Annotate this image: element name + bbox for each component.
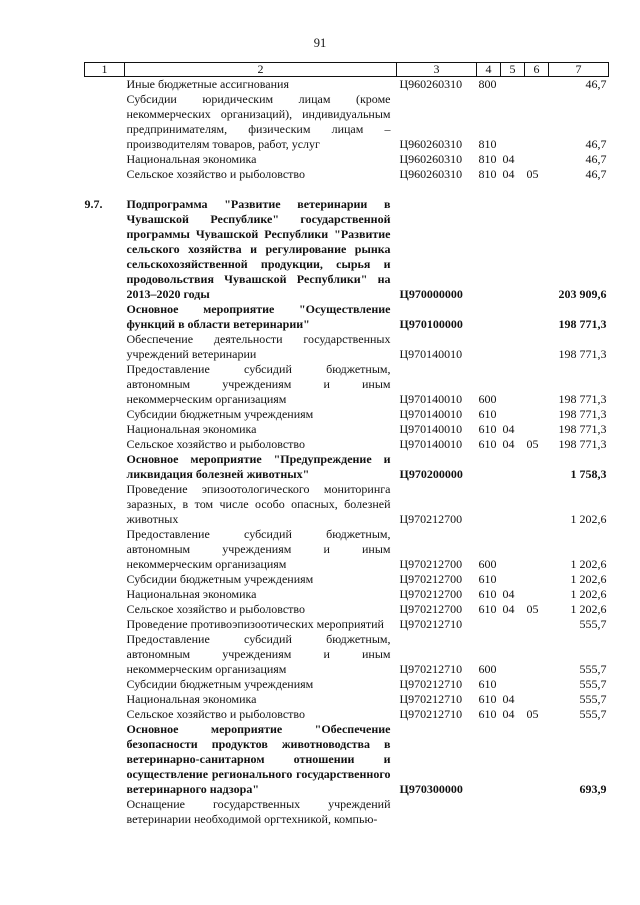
row-expense-type: 610	[478, 602, 497, 616]
row-section: 04	[502, 167, 515, 181]
row-number	[85, 617, 125, 632]
row-code: Ц970200000	[399, 467, 463, 481]
row-code: Ц970212700	[399, 512, 463, 526]
row-name: Национальная экономика	[126, 587, 257, 601]
row-code: Ц970212700	[399, 587, 463, 601]
row-number	[85, 677, 125, 692]
row-amount: 198 771,3	[558, 422, 607, 436]
header-col-5: 5	[501, 63, 525, 77]
row-section: 04	[502, 692, 515, 706]
table-row	[85, 77, 609, 93]
table-row	[85, 302, 609, 332]
row-number	[85, 587, 125, 602]
row-name: Национальная экономика	[126, 152, 257, 166]
row-name: Иные бюджетные ассигнования	[126, 77, 289, 91]
row-name: Сельское хозяйство и рыболовство	[126, 437, 306, 451]
row-section	[501, 197, 525, 302]
row-amount: 46,7	[585, 137, 607, 151]
row-section: 04	[502, 422, 515, 436]
row-number	[85, 452, 125, 482]
row-section: 04	[502, 437, 515, 451]
row-amount: 555,7	[579, 662, 607, 676]
row-amount: 1 202,6	[570, 602, 607, 616]
row-code: Ц970140010	[399, 422, 463, 436]
row-number	[85, 407, 125, 422]
table-row	[85, 692, 609, 707]
row-subsection	[525, 722, 549, 797]
row-name: Основное мероприятие "Осуществление функций в области ветеринарии"	[126, 302, 391, 331]
header-col-3: 3	[397, 63, 477, 77]
row-code: Ц960260310	[399, 77, 463, 91]
row-amount: 198 771,3	[558, 317, 607, 331]
row-amount: 693,9	[579, 782, 607, 796]
table-row	[85, 362, 609, 407]
row-subsection: 05	[526, 602, 539, 616]
row-name: Субсидии бюджетным учреждениям	[126, 572, 314, 586]
row-section	[501, 617, 525, 632]
table-row	[85, 632, 609, 677]
row-section	[501, 302, 525, 332]
row-section	[501, 797, 525, 827]
row-subsection	[525, 572, 549, 587]
row-subsection	[525, 362, 549, 407]
table-row	[85, 797, 609, 827]
row-subsection	[525, 482, 549, 527]
row-number	[85, 332, 125, 362]
row-code: Ц960260310	[399, 152, 463, 166]
row-expense-type: 610	[478, 437, 497, 451]
row-number	[85, 422, 125, 437]
row-code: Ц970212700	[399, 572, 463, 586]
row-expense-type: 810	[478, 167, 497, 181]
row-subsection	[525, 527, 549, 572]
row-amount: 1 202,6	[570, 557, 607, 571]
row-amount: 1 758,3	[570, 467, 607, 481]
table-row	[85, 452, 609, 482]
row-amount: 555,7	[579, 617, 607, 631]
row-subsection	[525, 797, 549, 827]
spacer-cell	[397, 182, 477, 197]
table-row	[85, 422, 609, 437]
row-expense-type: 610	[478, 407, 497, 421]
row-expense-type: 600	[478, 392, 497, 406]
row-amount: 46,7	[585, 152, 607, 166]
row-subsection	[525, 452, 549, 482]
row-amount: 1 202,6	[570, 572, 607, 586]
row-subsection	[525, 77, 549, 93]
row-section	[501, 362, 525, 407]
row-section: 04	[502, 587, 515, 601]
row-code: Ц960260310	[399, 167, 463, 181]
row-code: Ц970140010	[399, 347, 463, 361]
spacer-row	[85, 182, 609, 197]
table-row	[85, 677, 609, 692]
row-code	[397, 797, 477, 827]
row-number	[85, 482, 125, 527]
row-section	[501, 407, 525, 422]
row-name: Предоставление субсидий бюджетным, автономным учреждениям и иным некоммерческим организациям	[126, 632, 391, 676]
row-amount: 203 909,6	[558, 287, 607, 301]
row-subsection: 05	[526, 437, 539, 451]
row-subsection	[525, 332, 549, 362]
row-expense-type: 610	[478, 677, 497, 691]
row-number	[85, 722, 125, 797]
row-name: Сельское хозяйство и рыболовство	[126, 602, 306, 616]
row-section: 04	[502, 707, 515, 721]
row-section	[501, 677, 525, 692]
row-name: Сельское хозяйство и рыболовство	[126, 707, 306, 721]
table-row	[85, 482, 609, 527]
row-name: Подпрограмма "Развитие ветеринарии в Чувашской Республике" государственной программы Чувашской Республики "Развитие сельского хозяйства и регулирование рынка сельскохозяйственной продукции, сырья и продовольствия Чувашской Республики" на 2013–2020 годы	[126, 197, 391, 301]
header-col-6: 6	[525, 63, 549, 77]
table-row	[85, 707, 609, 722]
row-number	[85, 692, 125, 707]
row-section	[501, 482, 525, 527]
spacer-cell	[85, 182, 125, 197]
row-number	[85, 632, 125, 677]
row-expense-type	[477, 452, 501, 482]
row-expense-type: 610	[478, 587, 497, 601]
row-expense-type: 610	[478, 572, 497, 586]
row-number	[85, 572, 125, 587]
row-amount: 555,7	[579, 692, 607, 706]
table-row	[85, 152, 609, 167]
row-expense-type	[477, 797, 501, 827]
row-amount: 198 771,3	[558, 392, 607, 406]
row-subsection	[525, 617, 549, 632]
row-number	[85, 362, 125, 407]
spacer-cell	[549, 182, 609, 197]
row-section	[501, 92, 525, 152]
table-row	[85, 587, 609, 602]
row-number	[85, 77, 125, 93]
row-code: Ц970212710	[399, 617, 463, 631]
spacer-cell	[525, 182, 549, 197]
row-name: Субсидии бюджетным учреждениям	[126, 677, 314, 691]
row-subsection	[525, 407, 549, 422]
table-row	[85, 332, 609, 362]
row-expense-type	[477, 302, 501, 332]
row-code: Ц970212700	[399, 602, 463, 616]
row-number	[85, 302, 125, 332]
row-section	[501, 572, 525, 587]
row-expense-type: 600	[478, 557, 497, 571]
row-amount: 46,7	[585, 167, 607, 181]
table-header-row	[85, 63, 609, 77]
row-expense-type: 610	[478, 707, 497, 721]
row-expense-type	[477, 482, 501, 527]
table-row	[85, 92, 609, 152]
row-code: Ц970140010	[399, 407, 463, 421]
row-code: Ц970300000	[399, 782, 463, 796]
row-expense-type	[477, 197, 501, 302]
row-expense-type: 800	[478, 77, 497, 91]
row-code: Ц970212710	[399, 677, 463, 691]
row-section: 04	[502, 602, 515, 616]
table-row	[85, 527, 609, 572]
row-expense-type	[477, 617, 501, 632]
page-number: 91	[313, 36, 327, 50]
row-section	[501, 722, 525, 797]
spacer-cell	[477, 182, 501, 197]
header-col-7: 7	[549, 63, 609, 77]
row-code: Ц970140010	[399, 392, 463, 406]
row-code: Ц960260310	[399, 137, 463, 151]
row-subsection	[525, 632, 549, 677]
row-number	[85, 527, 125, 572]
row-subsection	[525, 152, 549, 167]
row-subsection	[525, 197, 549, 302]
row-name: Предоставление субсидий бюджетным, автономным учреждениям и иным некоммерческим организациям	[126, 527, 391, 571]
table-row	[85, 407, 609, 422]
row-code: Ц970000000	[399, 287, 463, 301]
row-subsection: 05	[526, 707, 539, 721]
row-section: 04	[502, 152, 515, 166]
row-amount: 555,7	[579, 677, 607, 691]
row-number	[85, 707, 125, 722]
table-row	[85, 572, 609, 587]
row-expense-type: 610	[478, 692, 497, 706]
table-row	[85, 197, 609, 302]
row-amount	[549, 797, 609, 827]
row-code: Ц970212710	[399, 662, 463, 676]
row-subsection	[525, 692, 549, 707]
row-name: Предоставление субсидий бюджетным, автономным учреждениям и иным некоммерческим организациям	[126, 362, 391, 406]
row-subsection	[525, 302, 549, 332]
row-number	[85, 92, 125, 152]
row-name: Национальная экономика	[126, 692, 257, 706]
row-number	[85, 152, 125, 167]
row-name: Национальная экономика	[126, 422, 257, 436]
row-name: Оснащение государственных учреждений ветеринарии необходимой оргтехникой, компью-	[126, 797, 391, 826]
row-name: Сельское хозяйство и рыболовство	[126, 167, 306, 181]
row-number	[85, 797, 125, 827]
row-section	[501, 77, 525, 93]
row-amount: 198 771,3	[558, 347, 607, 361]
row-amount: 198 771,3	[558, 407, 607, 421]
row-expense-type: 810	[478, 152, 497, 166]
row-expense-type	[477, 722, 501, 797]
row-expense-type: 610	[478, 422, 497, 436]
table-row	[85, 602, 609, 617]
row-expense-type: 810	[478, 137, 497, 151]
row-subsection	[525, 677, 549, 692]
row-name: Субсидии бюджетным учреждениям	[126, 407, 314, 421]
row-section	[501, 632, 525, 677]
table-row	[85, 167, 609, 182]
row-name: Проведение противоэпизоотических мероприятий	[126, 617, 384, 631]
table-row	[85, 437, 609, 452]
budget-table	[84, 62, 609, 827]
row-number	[85, 167, 125, 182]
row-subsection	[525, 92, 549, 152]
row-name: Основное мероприятие "Обеспечение безопасности продуктов животноводства в ветеринарно-санитарном отношении и осуществление регионального государственного ветеринарного надзора"	[126, 722, 391, 796]
row-code: Ц970212710	[399, 707, 463, 721]
row-expense-type	[477, 332, 501, 362]
row-expense-type: 600	[478, 662, 497, 676]
row-name: Субсидии юридическим лицам (кроме некоммерческих организаций), индивидуальным предпринимателям, физическим лицам – производителям товаров, работ, услуг	[126, 92, 391, 151]
header-col-2: 2	[125, 63, 397, 77]
spacer-cell	[501, 182, 525, 197]
spacer-cell	[125, 182, 397, 197]
row-section	[501, 452, 525, 482]
row-number: 9.7.	[84, 197, 103, 211]
row-code: Ц970100000	[399, 317, 463, 331]
table-body	[85, 77, 609, 828]
row-number	[85, 602, 125, 617]
row-code: Ц970212700	[399, 557, 463, 571]
header-col-4: 4	[477, 63, 501, 77]
table-row	[85, 722, 609, 797]
row-subsection: 05	[526, 167, 539, 181]
row-number	[85, 437, 125, 452]
row-amount: 1 202,6	[570, 587, 607, 601]
row-amount: 46,7	[585, 77, 607, 91]
row-code: Ц970140010	[399, 437, 463, 451]
row-amount: 198 771,3	[558, 437, 607, 451]
row-amount: 1 202,6	[570, 512, 607, 526]
row-name: Основное мероприятие "Предупреждение и ликвидация болезней животных"	[126, 452, 391, 481]
row-section	[501, 332, 525, 362]
row-section	[501, 527, 525, 572]
row-name: Проведение эпизоотологического мониторинга заразных, в том числе особо опасных, болезней животных	[126, 482, 391, 526]
row-amount: 555,7	[579, 707, 607, 721]
row-name: Обеспечение деятельности государственных учреждений ветеринарии	[126, 332, 391, 361]
header-col-1: 1	[85, 63, 125, 77]
table-row	[85, 617, 609, 632]
row-subsection	[525, 587, 549, 602]
row-code: Ц970212710	[399, 692, 463, 706]
row-subsection	[525, 422, 549, 437]
